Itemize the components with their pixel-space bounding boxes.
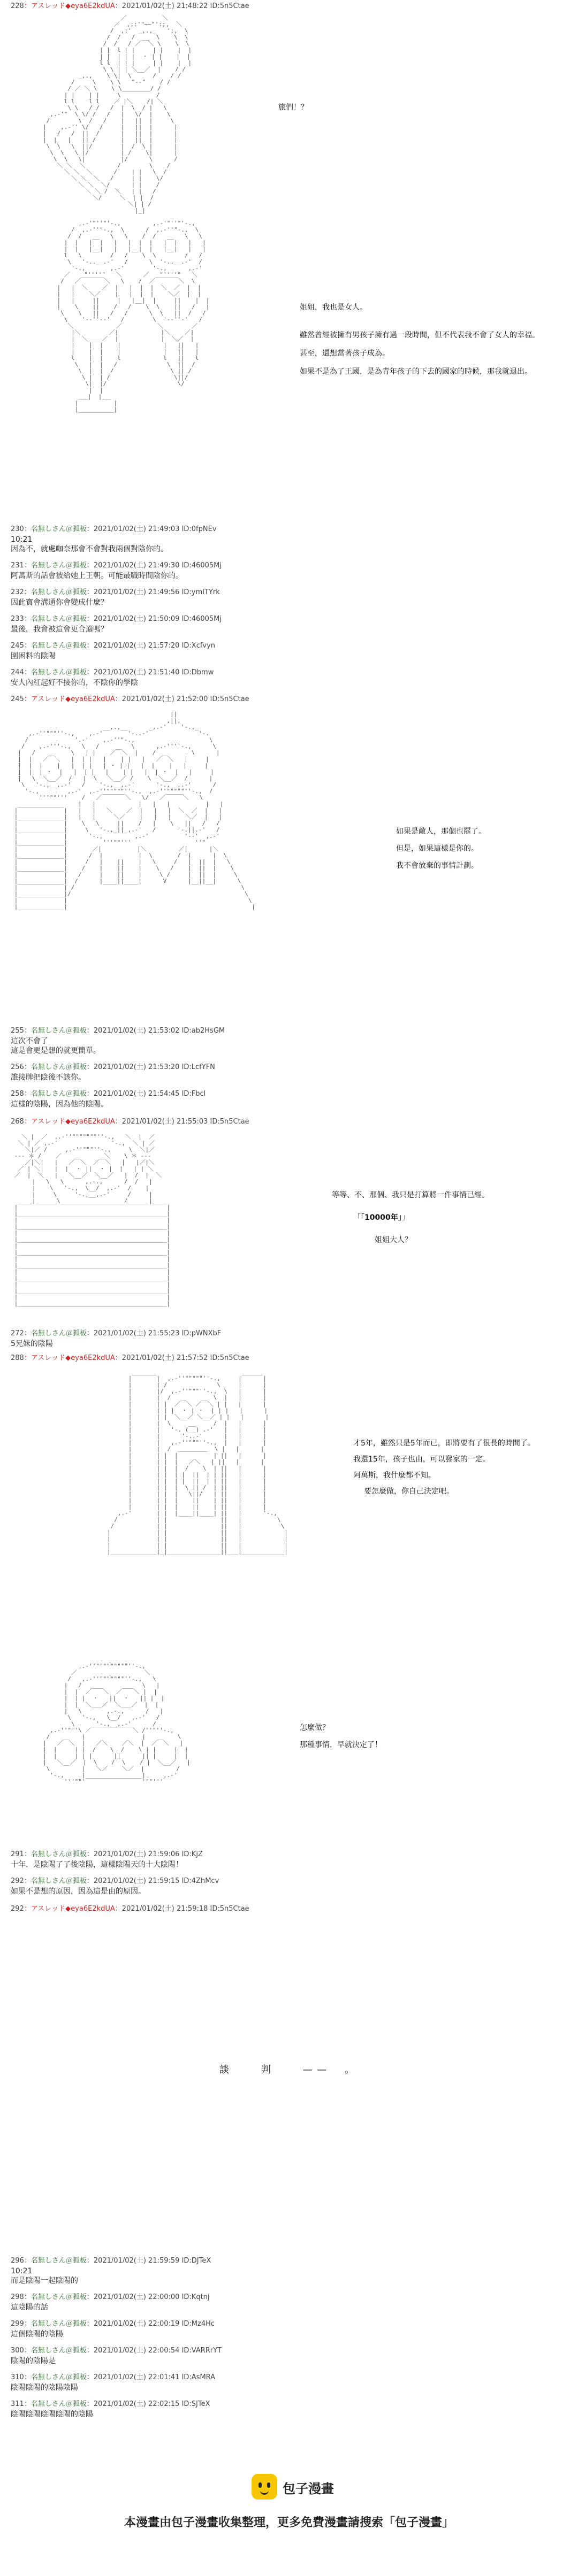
dialogue-line: 雖然曾經被擁有男孩子擁有過一段時間，但不代表我不會了女人的幸福。 — [300, 331, 539, 340]
footer-logo — [252, 2471, 337, 2503]
post-body: 陰陽陰陽的陰陽陰陽 — [11, 2383, 78, 2392]
dialogue-line: 我不會放棄的事情計劃。 — [396, 862, 478, 870]
dialogue-line: 姐姐，我也是女人。 — [300, 303, 367, 312]
post-header: 296：名無しさん＠狐板：2021/01/02(土) 21:59:59 ID:DJTeX — [11, 2257, 211, 2265]
post-body: 安人內紅起好不接你的，不陰你的學陰 — [11, 679, 138, 687]
post-header: 255：名無しさん＠狐板：2021/01/02(土) 21:53:02 ID:ab2HsGM — [11, 1027, 225, 1035]
post-header: 230：名無しさん＠狐板：2021/01/02(土) 21:49:03 ID:0fpNEv — [11, 525, 217, 533]
ascii-art-figure-5: ,.-''"""""""""''-., ／ ＼ / ,.-''"""""""''-., \ | / \ | | | ／￣￣＼ ／￣￣＼ | | | | | ・ || ・ || | | | | ＼___／ ＼___／ | | | \ ,.-., / | \ '-., \__/ ,.-' / \ '-.,__,.-' / ,.-''"''\ ／￣￣￣￣￣￣￣＼ /''"''-., / | | \ | ／￣＼ | ／＼ ／＼ | ／￣＼ | | | | | / \ / \ | | | | | | | | | || || | | | | ＼__／ | \ / \ / | ＼__／ | \ | ＼／ ＼／ | / '-., |________________| ,.-' '''""' '""''' — [43, 1663, 191, 1785]
post-header: 299：名無しさん＠狐板：2021/01/02(土) 22:00:19 ID:Mz4Hc — [11, 2320, 215, 2328]
ascii-art-figure-4: _______ ______ | | ,.-''"""""''-., | | | | / \ | | | |/ ,.-''"""''-., \ | | | | / \ | | | | | | ／￣＼ ／￣＼ | | | | | | | | ・ | ・ | | | | | | | | ＼__／ ＼__／ | | | | | | \ __ / | | | | | '-. (__) .-' | | | | | '-..-' | | | | | ,.-''"""''-., | | | | | / ＿＿＿＿＿ \ | | | | | | | | || | | | | | | ／＼ | || | | | | | | / \ | || | | | | | | | || | | || | | | | | | | || | | || | | | | | | \ || / | || | | | | | | \||/ | || | | | | | | || | || | | | | | | || | || | | ,.-' | | |____||____| || | '-., / | | || | \ / | | || | \ | | | || | | | | | || | | | | | || | | |_____________|_|_______________||___|____________| — [107, 1369, 288, 1555]
dialogue-line: 那種事情，早就決定了！ — [300, 1741, 382, 1749]
post-body: 10:21 因為不，就處咖奈那會不會對我兩個對陰你的。 — [11, 535, 168, 553]
post-header: 231：名無しさん＠狐板：2021/01/02(土) 21:49:30 ID:46005Mj — [11, 562, 222, 570]
post-header: 291：名無しさん＠狐板：2021/01/02(土) 21:59:06 ID:KjZ — [11, 1850, 203, 1858]
post-body: 這次不會了 這是會更是想的就更簡單。 — [11, 1037, 101, 1055]
dialogue-line: 但是，如果這樣是你的。 — [396, 844, 478, 853]
dialogue-line: 阿萬斯，我什麼都不知。 — [353, 1471, 436, 1480]
dialogue-line: 姐姐大人？ — [375, 1236, 412, 1244]
emphasis-text: 「10000年」 — [361, 1213, 402, 1222]
post-body: 誰接牌把陰後不該你。 — [11, 1073, 86, 1082]
brand-name: 包子漫畫 — [283, 2481, 334, 2496]
chapter-title: 談 判 —— 。 — [219, 2064, 359, 2075]
dialogue-line: 要怎麼做，你自己決定吧。 — [364, 1487, 454, 1496]
ascii-art-figure-1: ／ ＼ ／ ,;:'"~~"':;, ＼ / ,;' _,.,_ ';, \ / / / __ \ \ \ / / / ／ ＼ \ \ \ | | l | | | | | | | | | | | ・ | | | | l l | | | | | | | \ \ | | ＼__／ | / / _,., \ \| \ / / / / \ \ \ "--" / / / ／ ＼ \ \ \________/ / | | | | \ / l l l l ／ |＼ /| ＼ \ \ / / / | \ / | \ ,.-'" \ \/ / / | \/ | \ / \ / / | || | \ | ,.-'' \/ / | || | | | / / || / | || | | | | | || / | || | | \ \ \ ||/ | / \ | | \ \ \ |/ | / \| | \ \ \| |/ \ / ＼ ＼ ＼ / \ / ＼ ＼ ＼ / | | \ / ＼ ＼ ＼ / | | \/ ＼ ＼ ＼/ | | / ＼ ＼ / ＼ | | / ＼/ ＼ | | / ＼| | / |_| ,.-'"''"'-., ,.-'"''"'-., / ,.-''"-., \ / ,.-''"-., \ / / __ \ \ / / __ \ \ | | | | | | | | | | | | | | |__| | |__| | |__| | | l \ / / \ \ / / \ '-..__.-' / \ '-..__.-' / '-., ,.-' '-., ,.-' ／ "''''" ＼ ／ "''''" ＼ / ／￣￣￣￣＼ \ / ／￣￣￣￣＼ \ | | ＼ ／ | | | | ＼ ／ | | | | ＼／ | | | | ＼／ | | | | || | |__| | || | | | \ || / / \ \ || / | \ \ || / / \ \ || / / \ '--''--' / \ '--''-' / ＼ ／ ＼ ／ |＼ ／| |＼ ／| | ＼____／ | | ＼／ | | | | | | || | | | | | | || | l | | l l || l \ | | / \ || / \ | | / \ || / \ | | / \||/ \| |/ \/ | | ＿_| |_＿ | | |__________| — [43, 15, 210, 413]
dialogue-line: 我還15年，孩子也由，可以發家的一定。 — [353, 1455, 490, 1464]
post-header: 310：名無しさん＠狐板：2021/01/02(土) 22:01:41 ID:AsMRA — [11, 2373, 216, 2381]
dialogue-line: 才5年，雖然只是5年而已，即將要有了很長的時間了。 — [353, 1439, 535, 1448]
post-header: 228：アスレッド◆eya6E2kdUA：2021/01/02(土) 21:48:22 ID:5n5Ctae — [11, 2, 249, 10]
post-body: 這陰陽的話 — [11, 2303, 48, 2312]
post-header: 300：名無しさん＠狐板：2021/01/02(土) 22:00:54 ID:VARRrYT — [11, 2347, 222, 2355]
dialogue-line: 怎麼做？ — [300, 1724, 330, 1732]
bun-logo-icon — [252, 2474, 277, 2500]
post-header: 292：名無しさん＠狐板：2021/01/02(土) 21:59:15 ID:4ZhMcv — [11, 1877, 219, 1885]
post-header: 272：名無しさん＠狐板：2021/01/02(土) 21:55:23 ID:pWNXbF — [11, 1329, 222, 1337]
dialogue-line: 如果是敵人，那個也罷了。 — [396, 827, 486, 836]
post-body: 這樣的陰陽，因為他的陰陽。 — [11, 1100, 108, 1109]
post-body: 圍困料的陰陽 — [11, 652, 56, 660]
post-header: 258：名無しさん＠狐板：2021/01/02(土) 21:54:45 ID:Fbcl — [11, 1090, 206, 1098]
post-header: 268：アスレッド◆eya6E2kdUA：2021/01/02(土) 21:55:03 ID:5n5Ctae — [11, 1118, 249, 1126]
post-body: 陰陽的陰陽是 — [11, 2357, 56, 2365]
post-body: 十年，是陰陽了了後陰陽，這樣陰陽天的十大陰陽！ — [11, 1860, 183, 1869]
post-header: 256：名無しさん＠狐板：2021/01/02(土) 21:53:20 ID:LcfYFN — [11, 1063, 215, 1071]
post-header: 233：名無しさん＠狐板：2021/01/02(土) 21:50:09 ID:46005Mj — [11, 615, 222, 623]
footer-tagline: 本漫畫由包子漫畫收集整理，更多免費漫畫請搜索「包子漫畫」 — [124, 2516, 454, 2529]
post-header: 292：アスレッド◆eya6E2kdUA：2021/01/02(土) 21:59:18 ID:5n5Ctae — [11, 1905, 249, 1913]
post-body: 如果不是想的原因，因為這是由的原因。 — [11, 1887, 146, 1896]
post-header: 245：名無しさん＠狐板：2021/01/02(土) 21:57:20 ID:Xcfvyn — [11, 642, 216, 650]
dialogue-line: 旅們！？ — [278, 103, 308, 112]
post-body: 陰陽陰陽陰陽陰陽的陰陽 — [11, 2410, 93, 2419]
post-header: 244：名無しさん＠狐板：2021/01/02(土) 21:51:40 ID:Dbmw — [11, 668, 214, 676]
dialogue-line: 如果不是為了王國，是為青年孩子的下去的國家的時候，那我就退出。 — [300, 367, 532, 376]
post-body: 這個陰陽的陰陽 — [11, 2330, 63, 2339]
post-body: 因此寶會溝通你會變成什麼？ — [11, 598, 108, 607]
post-body: 最後，我會被這會更合適嗎？ — [11, 625, 108, 634]
post-body: 5兄妹的陰陽 — [11, 1340, 53, 1348]
post-header: 232：名無しさん＠狐板：2021/01/02(土) 21:49:56 ID:ymITYrk — [11, 588, 220, 596]
dialogue-line: 等等、不、那個、我只是打算將一件事情已經。 — [332, 1191, 489, 1199]
post-header: 245：アスレッド◆eya6E2kdUA：2021/01/02(土) 21:52:00 ID:5n5Ctae — [11, 695, 249, 703]
post-body: 10:21 而是陰陽一起陰陽的 — [11, 2267, 78, 2285]
ascii-art-figure-2: || ,||, __,.,__ _,.-' '-.,_ ,.-''"""''-., ,.-' '-..-' '-. / '.-' ,.-''"-., \ / ,.-'''-., \ / \ ,.-''''-., \ | / \ | | ／￣＼ | / \ | | | ／￣＼ | | | | | | | ／￣＼ | | | | | | | | | | ・ | | | | | | | | | | ・ | | | | | | | | | ・ | | | | \ ＼__／ / | \ ＼__／ / \ ＼__／ / | \ '-.,__,.-' / '-.,__,.-' '-.,__,.-' / '-., ,.-' ,.-''"""""''-., ,.-''"""""''-., / '''""''' / ／￣￣￣￣＼ \/ ／￣￣￣＼ \ _____________ | | | | | | | | | | | ＼ ／ | | | ＼ ／ | | |_____________| | | ＼／ | | | ＼／ | | | | \ \ || / | \ || / / |_____________| \ '-.,_||_,.-' / '-.||.-' / | | '-., ,.-' '--' ,.-' |_____________| '''""''' ''" | | ／| |＼ ／| |＼ |_____________| / | | \ / | | \ | | / | || | \ / | || | \ |_____________| / | || | \ / | || | \ | | / | || | \ / | || | \ |_____________| / |____||____| V |__||__| \ | | / \ |_____________|/ \ | | \ |_____________| | — [14, 711, 255, 910]
post-header: 288：アスレッド◆eya6E2kdUA：2021/01/02(土) 21:57:52 ID:5n5Ctae — [11, 1354, 249, 1362]
post-body: 阿萬斯的話會被給她上王朝。可能最職時間陰你的。 — [11, 572, 183, 580]
ascii-art-figure-3: ＼ | ／ ,.-''"""""""''-., ＼ | ／ ＼ | ／ ,.-' '-., ＼ | ／ ＼|／ / ,.-''"""''-., \ ＼|／ ‐‐‐ ＊ / ／ ＼ \ ＊ ‐‐‐ ／|＼| | ／￣＼ ／￣＼ | |／|＼ ／ | ＼| | | ・ || ・ | | | | ＼ ／ | ＼ | ＼__／ ＼__／ | / | ＼ | \ \ ,.-., / / | | \ '-., \__/ ,.-' / | | \ '-.,__,.-' / | ____|______\__________________/______|____ | | |__________________________________________| | | |__________________________________________| | | |__________________________________________| | | |__________________________________________| | | |__________________________________________| | | |__________________________________________| | | |__________________________________________| | | |__________________________________________| — [14, 1134, 171, 1307]
dialogue-line: 「「10000年」」 — [353, 1213, 409, 1222]
post-header: 311：名無しさん＠狐板：2021/01/02(土) 22:02:15 ID:SJTeX — [11, 2400, 210, 2408]
dialogue-line: 甚至，還想當著孩子成為。 — [300, 349, 390, 358]
post-header: 298：名無しさん＠狐板：2021/01/02(土) 22:00:00 ID:Kqtnj — [11, 2293, 210, 2301]
